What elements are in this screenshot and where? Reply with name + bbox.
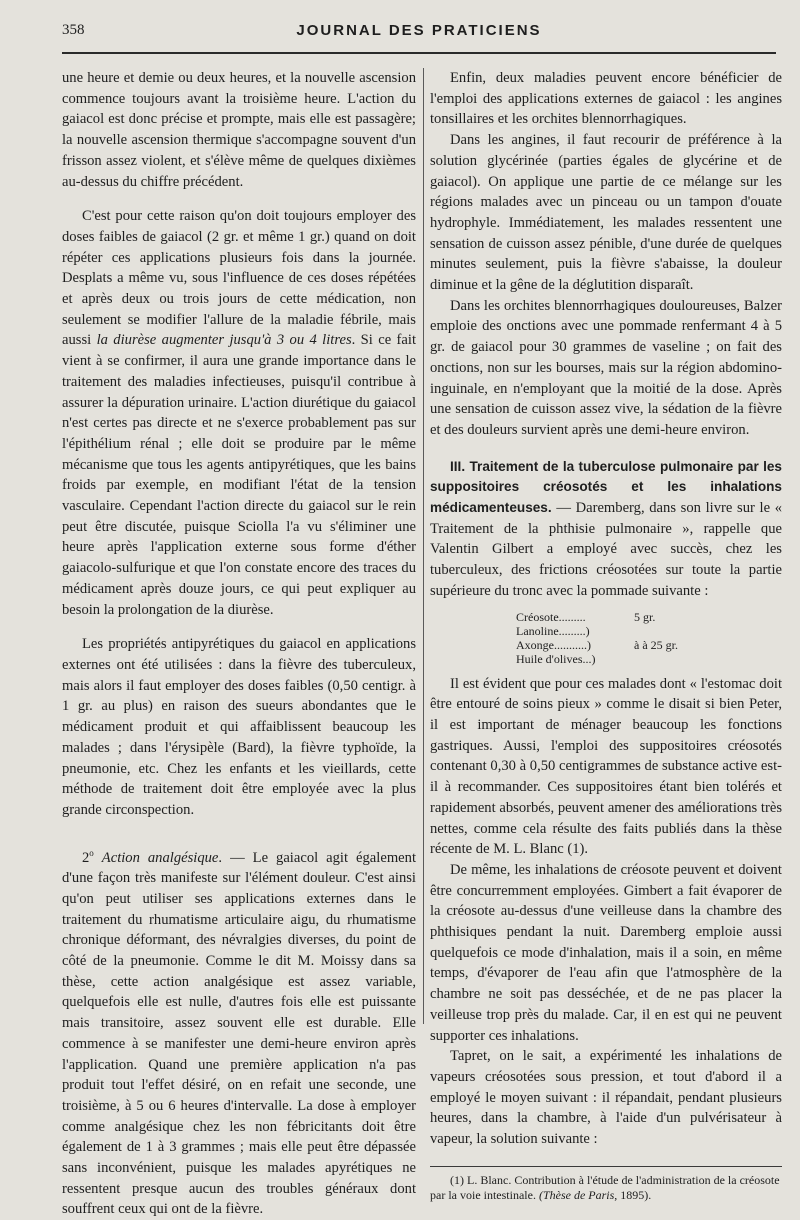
paragraph-action-analgesique: 2$^o$ Action analgésique. — Le gaiacol agit également d'une façon très manifeste sur l'élément douleur. C'est ainsi qu'on peut utiliser ses applications externes dans le traitement du rhumatisme articulaire aigu, du rhumatisme chronique déformant, des névralgies diverses, du point de côté de la pneumonie. Comme le dit M. Moissy dans sa thèse, cette action analgésique est assez variable, quelquefois elle est nulle, d'autres fois elle est puissante mais transitoire, assez souvent elle est durable. Elle commence à se manifester une demi-heure environ après l'application. Quand une première application n'a pas produit tout l'effet désiré, on en refait une seconde, une troisième, à 5 ou 6 heures d'intervalle. La dose à employer comme analgésique chez les non fébricitants doit être également de 1 à 3 grammes ; mais elle peut être dépassée sans inconvénient, puisque les malades apyrétiques ne ressentent presque aucun des troubles généraux dont souffrent ceux qui ont de la fièvre. [62, 847, 416, 1218]
recipe-row: Créosote......... 5 gr. [516, 609, 656, 624]
running-title: JOURNAL DES PRATICIENS [296, 22, 542, 39]
paragraph: C'est pour cette raison qu'on doit toujours employer des doses faibles de gaiacol (2 gr. et même 1 gr.) quand on doit répéter ces applications plusieurs fois dans la journée. Desplats a même vu, sous l'influence de ces doses répétées et après deux ou trois jours de cette médication, non seulement se modifier l'allure de la maladie fébrile, mais aussi la diurèse augmenter jusqu'à 3 ou 4 litres. Si ce fait vient à se confirmer, il aura une grande importance dans le traitement des maladies infectieuses, puisqu'il contribue à assurer la dépuration urinaire. L'action diurétique du gaiacol n'est certes pas directe et ne s'exerce probablement pas sur l'épithélium rénal ; elle doit se produire par le même mécanisme que tous les agents antipyrétiques, que les bains froids par exemple, en modifiant l'état de la tension vasculaire. Cependant l'action directe du gaiacol sur le rein peut être discutée, puisque Sciolla l'a vu s'éliminer une heure après l'application externe sous forme d'éther gaiacolo-sulfurique et que l'on constate encore des traces du médicament après douze jours, ce qui peut expliquer au besoin la prolongation de la diurèse. [62, 208, 416, 618]
paragraph: Dans les angines, il faut recourir de préférence à la solution glycérinée (parties égales de glycérine et de gaiacol). On applique une partie de ce mélange sur les régions malades avec un pinceau ou un tampon d'ouate hydrophyle. Immédiatement, les malades ressentent une sensation de cuisson assez pénible, d'une durée de quelques minutes seulement, puis la fièvre s'abaisse, la douleur diminue et la gêne de la déglutition disparaît. [430, 132, 782, 294]
right-column [430, 68, 782, 1203]
paragraph: Tapret, on le sait, a expérimenté les inhalations de vapeurs créosotées sous pression, et tout d'abord il a employé le moyen suivant : il répandait, pendant plusieurs heures, dans la chambre, à l'aide d'un pulvérisateur à vapeur, la solution suivante : [430, 1048, 782, 1148]
section-title: III. Traitement de la tuberculose pulmonaire par les suppositoires créosotés et les inhalations médicamenteuses. [430, 458, 782, 516]
recipe-row: Lanoline.........) [516, 623, 590, 638]
page-number: 358 [62, 22, 85, 38]
paragraph: Les propriétés antipyrétiques du gaiacol en applications externes ont été utilisées : dans la fièvre des tuberculeux, mais alors il faut employer des doses faibles (0,50 centigr. à 1 gr. au plus) en raison des sueurs abondantes que le médicament produit et qui affaiblissent beaucoup les malades ; dans l'érysipèle (Bard), la fièvre typhoïde, la pneumonie, etc. Chez les enfants et les vieillards, cette méthode de traitement doit être employée avec la plus grande circonspection. [62, 636, 416, 818]
paragraph: Enfin, deux maladies peuvent encore bénéficier de l'emploi des applications externes de gaiacol : les angines tonsillaires et les orchites blennorrhagiques. [430, 70, 782, 128]
recipe-row: Axonge...........) à à 25 gr. [516, 637, 678, 652]
footnote: (1) L. Blanc. Contribution à l'étude de l'administration de la créosote par la voie intestinale. (Thèse de Paris, 1895). [430, 1172, 780, 1202]
recipe-row: Huile d'olives...) [516, 651, 596, 666]
paragraph: Dans les orchites blennorrhagiques douloureuses, Balzer emploie des onctions avec une pommade renfermant 4 à 5 gr. de gaiacol pour 30 grammes de vaseline ; on fait des onctions, non sur les bourses, mais sur la région abdomino-inguinale, en n'employant que la moitié de la dose. Après une sensation de cuisson assez vive, la sédation de la fièvre et des douleurs survient après une demi-heure environ. [430, 297, 782, 438]
paragraph: une heure et demie ou deux heures, et la nouvelle ascension commence toujours avant la troisième heure. L'action du gaiacol est donc précise et prompte, mais elle est passagère; la nouvelle ascension thermique s'accompagne souvent d'un frisson assez violent, et s'élève même de quelques dixièmes au-dessus du chiffre précédent. [62, 70, 416, 190]
subsection-title: Action analgésique [101, 849, 219, 866]
left-column [62, 68, 416, 1220]
recipe-formula [516, 610, 782, 666]
page-header [62, 22, 776, 46]
column-divider [423, 68, 424, 1024]
footnote-rule [430, 1166, 782, 1167]
header-rule [62, 52, 776, 54]
section-paragraph: III. Traitement de la tuberculose pulmonaire par les suppositoires créosotés et les inhalations médicamenteuses. — Daremberg, dans son livre sur le « Traitement de la phthisie pulmonaire », rappelle que Valentin Gilbert a employé avec succès, chez les tuberculeux, des frictions créosotées sur toute la partie supérieure du tronc avec la pommade suivante : [430, 458, 782, 599]
paragraph: De même, les inhalations de créosote peuvent et doivent être concurremment employées. Gimbert a fait évaporer de la créosote au-dessus d'une veilleuse dans la chambre des phthisiques pendant la nuit. Daremberg emploie aussi quelquefois ce mode d'inhalation, mais il a soin, en même temps, d'évaporer de l'eau afin que l'atmosphère de la chambre ne soit pas desséchée, et de ne pas placer la veilleuse trop près du malade. Car, il en est qui ne peuvent supporter ces inhalations. [430, 861, 782, 1044]
paragraph: Il est évident que pour ces malades dont « l'estomac doit être entouré de soins pieux » comme le disait si bien Peter, il est important de ménager beaucoup les fonctions gastriques. Aussi, l'emploi des suppositoires créosotés contenant 0,30 à 0,50 centigrammes de substance active est-il à recommander. Ces suppositoires étant bien tolérés et rapidement absorbés, peuvent amener des améliorations très nettes, comme cela résulte des faits publiés dans la thèse récente de M. L. Blanc (1). [430, 675, 782, 858]
